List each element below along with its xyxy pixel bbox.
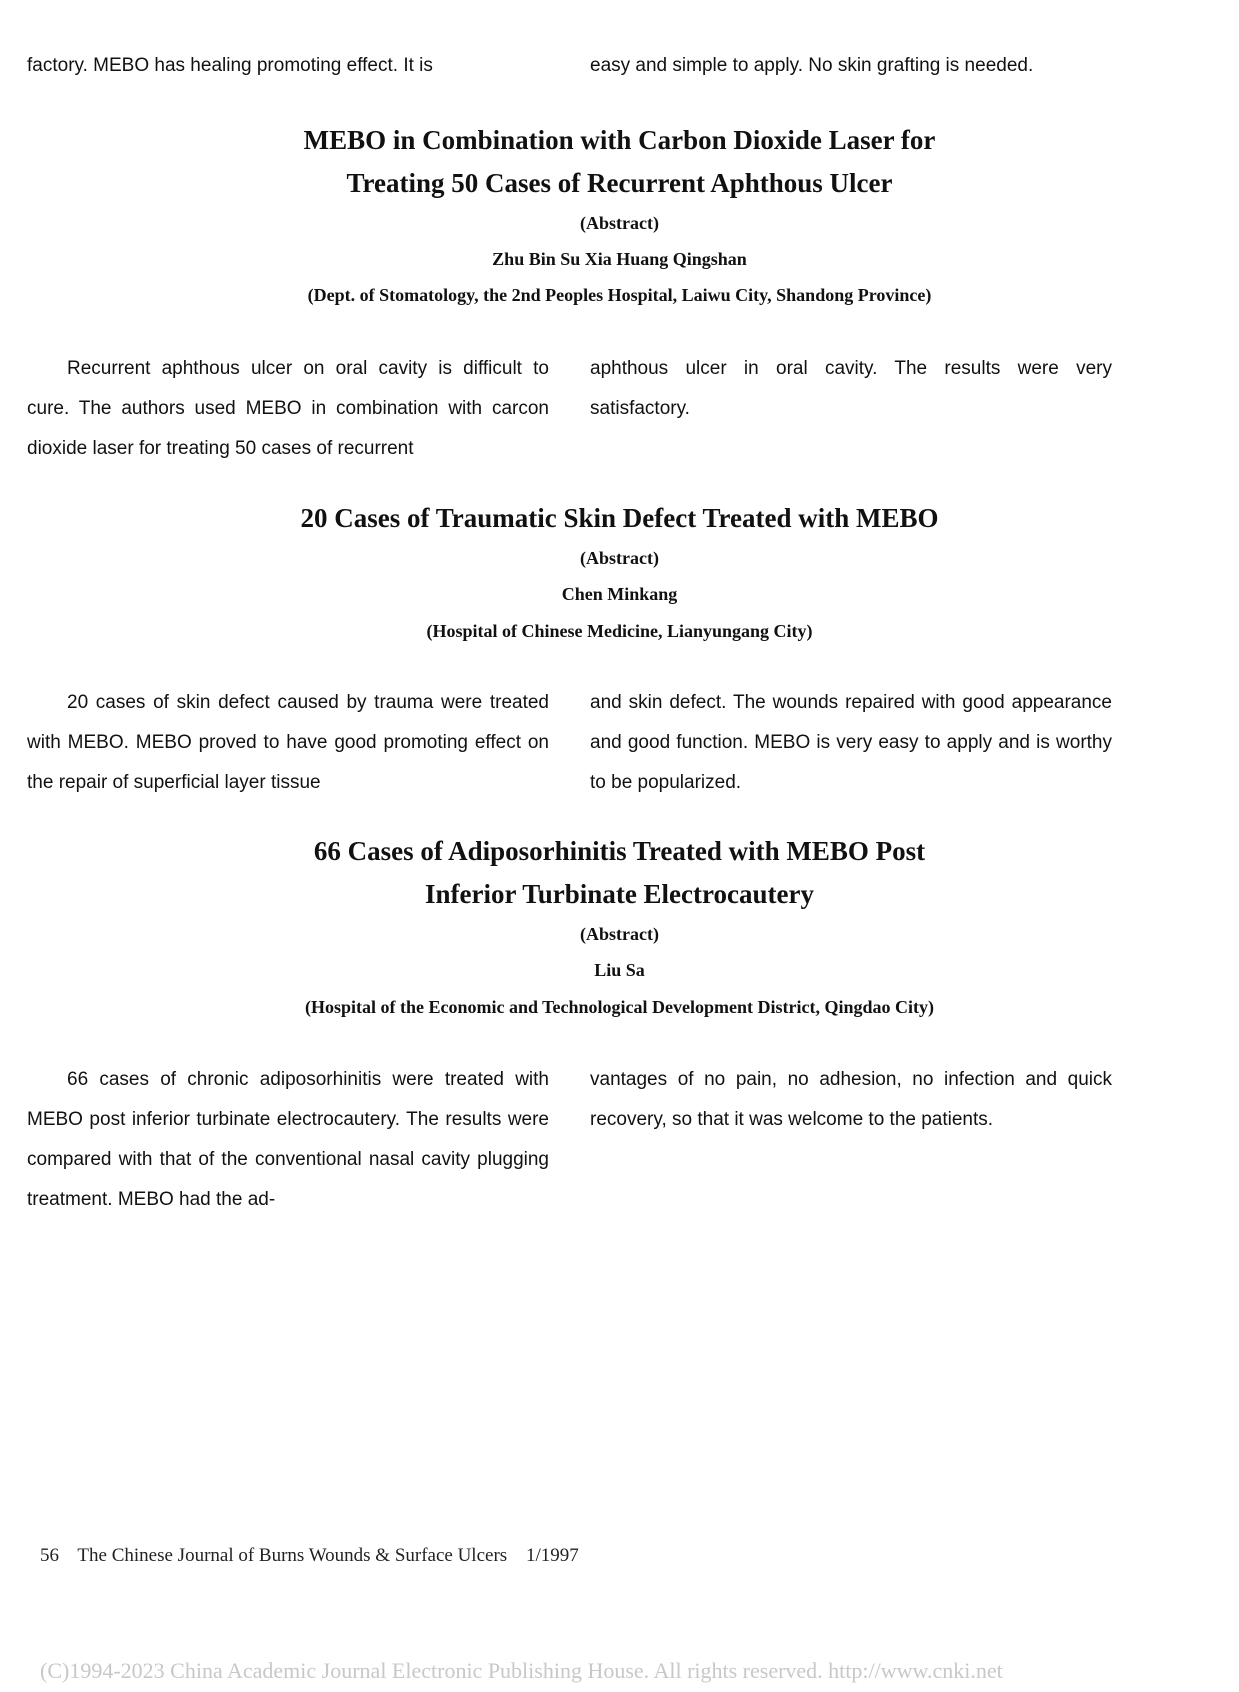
article-3-authors: Liu Sa	[594, 960, 645, 980]
carryover-right: easy and simple to apply. No skin grafting is needed.	[590, 55, 1034, 76]
article-2-affiliation: (Hospital of Chinese Medicine, Lianyungang City)	[426, 621, 813, 641]
article-2-authors: Chen Minkang	[561, 584, 678, 604]
page-number: 56	[40, 1545, 59, 1566]
article-3-affiliation: (Hospital of the Economic and Technological Development District, Qingdao City)	[305, 997, 934, 1017]
article-3-abstract-label: (Abstract)	[580, 924, 659, 944]
article-1-affiliation: (Dept. of Stomatology, the 2nd Peoples Hospital, Laiwu City, Shandong Province)	[307, 285, 932, 305]
article-1-body-left: Recurrent aphthous ulcer on oral cavity is difficult to cure. The authors used MEBO in combination with carcon dioxide laser for treating 50 cases of recurrent	[27, 358, 549, 459]
article-1-title-line2: Treating 50 Cases of Recurrent Aphthous Ulcer	[346, 168, 893, 198]
issue-number: 1/1997	[525, 1545, 579, 1566]
article-1-body-right: aphthous ulcer in oral cavity. The results were very satisfactory.	[590, 358, 1112, 419]
article-1-authors: Zhu Bin Su Xia Huang Qingshan	[492, 249, 747, 269]
article-1-title-line1: MEBO in Combination with Carbon Dioxide Laser for	[303, 125, 936, 155]
article-3-body-left: 66 cases of chronic adiposorhinitis were treated with MEBO post inferior turbinate electrocautery. The results were compared with that of the conventional nasal cavity plugging treatment. MEBO had the ad-	[27, 1069, 549, 1210]
copyright-notice: (C)1994-2023 China Academic Journal Electronic Publishing House. All rights reserved. http://www.cnki.net	[40, 1658, 1003, 1683]
article-3-body	[27, 1060, 1112, 1220]
carryover-row	[27, 46, 1112, 86]
page-footer	[40, 1545, 593, 1567]
article-1-abstract-label: (Abstract)	[580, 213, 659, 233]
article-2-abstract-label: (Abstract)	[580, 548, 659, 568]
article-2-body-left: 20 cases of skin defect caused by trauma were treated with MEBO. MEBO proved to have good promoting effect on the repair of superficial layer tissue	[27, 692, 549, 793]
article-3-title-line1: 66 Cases of Adiposorhinitis Treated with MEBO Post	[313, 836, 926, 866]
journal-name: The Chinese Journal of Burns Wounds & Surface Ulcers	[77, 1545, 508, 1566]
article-2-body	[27, 683, 1112, 803]
article-1-body	[27, 349, 1112, 469]
carryover-left: factory. MEBO has healing promoting effect. It is	[27, 55, 433, 76]
article-2-title: 20 Cases of Traumatic Skin Defect Treated with MEBO	[300, 503, 939, 533]
article-3-title-line2: Inferior Turbinate Electrocautery	[425, 879, 814, 909]
article-3-body-right: vantages of no pain, no adhesion, no infection and quick recovery, so that it was welcome to the patients.	[590, 1069, 1112, 1130]
article-2-body-right: and skin defect. The wounds repaired with good appearance and good function. MEBO is very easy to apply and is worthy to be popularized.	[590, 692, 1112, 793]
